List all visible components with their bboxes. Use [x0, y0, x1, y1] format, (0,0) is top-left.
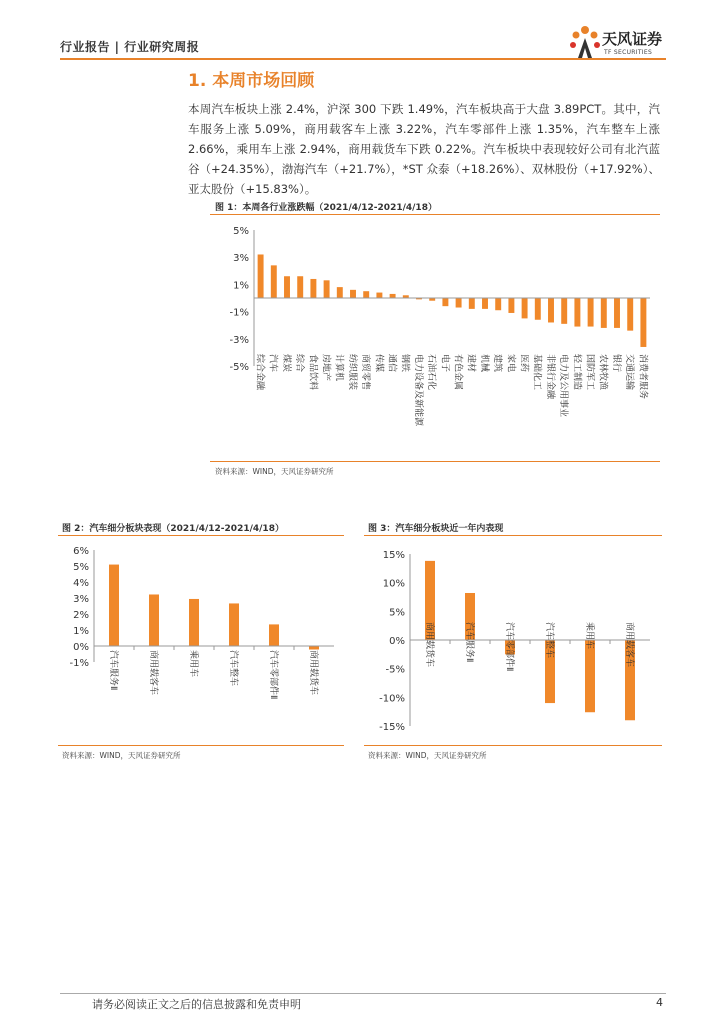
y-tick-label: -3% — [229, 334, 249, 346]
category-label: 汽车零部件Ⅱ — [503, 622, 514, 672]
fig2-chart — [58, 538, 346, 742]
category-label: 汽车服务Ⅱ — [107, 650, 118, 691]
fig3-source: 资料来源：WIND，天风证券研究所 — [368, 751, 487, 760]
bar — [601, 298, 607, 328]
category-label: 综合金融 — [254, 354, 265, 391]
y-tick-label: -5% — [229, 362, 249, 373]
fig1-title: 图 1：本周各行业涨跌幅（2021/4/12-2021/4/18） — [215, 203, 437, 213]
bar — [269, 624, 279, 646]
category-label: 电力及公用事业 — [558, 354, 569, 418]
bar — [561, 298, 567, 324]
category-label: 有色金属 — [452, 354, 463, 391]
category-label: 乘用车 — [187, 650, 198, 678]
section-title: 1. 本周市场回顾 — [188, 71, 315, 91]
bar — [456, 298, 462, 308]
category-label: 基础化工 — [531, 354, 542, 391]
y-tick-label: -1% — [229, 307, 249, 319]
y-tick-label: 10% — [382, 578, 405, 590]
category-label: 医药 — [518, 354, 529, 373]
bar — [337, 287, 343, 298]
category-label: 机械 — [478, 354, 489, 373]
category-label: 乘用车 — [583, 622, 594, 650]
category-label: 商用载货车 — [307, 650, 318, 696]
category-label: 商用载货车 — [423, 622, 434, 668]
fig1-chart — [210, 216, 662, 460]
y-tick-label: 3% — [233, 253, 249, 265]
bar — [627, 298, 633, 331]
y-tick-label: 15% — [382, 550, 405, 561]
y-tick-label: 5% — [233, 226, 249, 237]
logo-english-name: TF SECURITIES — [604, 49, 653, 56]
category-label: 电力设备及新能源 — [412, 354, 423, 427]
category-label: 消费者服务 — [637, 354, 648, 400]
category-label: 轻工制造 — [571, 354, 582, 391]
bar — [363, 291, 369, 298]
category-label: 汽车服务Ⅱ — [463, 622, 474, 663]
fig1-bottom-rule — [210, 461, 660, 462]
bar — [109, 565, 119, 646]
category-label: 通信 — [386, 354, 397, 373]
y-tick-label: 1% — [233, 280, 249, 292]
category-label: 建材 — [465, 354, 476, 373]
category-label: 综合 — [294, 354, 305, 373]
bar — [535, 298, 541, 320]
category-label: 非银行金融 — [544, 354, 555, 400]
bar — [149, 594, 159, 646]
category-label: 交通运输 — [624, 354, 635, 391]
category-label: 纺织服装 — [346, 354, 357, 391]
tf-logo-icon — [568, 24, 602, 60]
category-label: 食品饮料 — [307, 354, 318, 391]
bar — [284, 276, 290, 298]
fig3-title: 图 3：汽车细分板块近一年内表现 — [368, 524, 504, 534]
logo-name: 天风证券 — [602, 30, 663, 48]
bar — [574, 298, 580, 327]
bar — [390, 294, 396, 298]
category-label: 煤炭 — [280, 354, 291, 373]
category-label: 商用载客车 — [147, 650, 158, 696]
bar — [588, 298, 594, 327]
bar — [309, 646, 319, 650]
footer-divider — [60, 993, 666, 994]
fig2-top-rule — [58, 535, 344, 536]
bar — [614, 298, 620, 328]
fig3-bottom-rule — [364, 745, 662, 746]
y-tick-label: 1% — [73, 626, 89, 637]
category-label: 汽车零部件Ⅱ — [267, 650, 278, 700]
page-number: 4 — [656, 996, 663, 1009]
category-label: 国防军工 — [584, 354, 595, 391]
category-label: 石油石化 — [426, 354, 437, 391]
y-tick-label: -10% — [379, 693, 405, 705]
y-tick-label: 5% — [389, 607, 405, 619]
category-label: 汽车整车 — [227, 650, 238, 687]
bar — [271, 265, 277, 298]
category-label: 银行 — [610, 354, 621, 373]
report-header-title: 行业报告 | 行业研究周报 — [60, 40, 200, 54]
category-label: 商用载客车 — [623, 622, 634, 668]
bar — [508, 298, 514, 313]
category-label: 房地产 — [320, 354, 331, 382]
fig1-source: 资料来源：WIND，天风证券研究所 — [215, 467, 334, 476]
bar — [469, 298, 475, 309]
fig2-bottom-rule — [58, 745, 344, 746]
bar — [324, 280, 330, 298]
y-tick-label: 2% — [73, 610, 89, 621]
y-tick-label: 0% — [389, 636, 405, 647]
fig1-top-rule — [210, 214, 660, 215]
category-label: 传媒 — [373, 354, 384, 373]
bar — [229, 603, 239, 646]
fig3-top-rule — [364, 535, 662, 536]
y-tick-label: 5% — [73, 562, 89, 573]
bar — [310, 279, 316, 298]
category-label: 家电 — [505, 354, 516, 373]
category-label: 商贸零售 — [360, 354, 371, 391]
category-label: 钢铁 — [399, 354, 410, 373]
section-paragraph: 本周汽车板块上涨 2.4%，沪深 300 下跌 1.49%，汽车板块高于大盘 3.89PCT。其中，汽车服务上涨 5.09%，商用载客车上涨 3.22%，汽车零部件上涨 1.35%，汽车整车上涨 2.66%，乘用车上涨 2.94%，商用载货车下跌 0.22%。汽车板块中表现较好公司有北汽蓝谷（+24.35%），渤海汽车（+21.7%），*ST 众泰（+18.26%）、双林股份（+17.92%）、亚太股份（+15.83%）。 — [188, 102, 660, 196]
bar — [548, 298, 554, 322]
category-label: 建筑 — [492, 354, 503, 373]
bar — [585, 640, 595, 712]
category-label: 计算机 — [333, 354, 344, 382]
bar — [189, 599, 199, 646]
bar — [442, 298, 448, 306]
bar — [258, 254, 264, 298]
bar — [482, 298, 488, 309]
bar — [522, 298, 528, 318]
y-tick-label: -5% — [385, 664, 405, 676]
bar — [350, 290, 356, 298]
fig2-title: 图 2：汽车细分板块表现（2021/4/12-2021/4/18） — [62, 524, 284, 534]
bar — [297, 276, 303, 298]
bar — [376, 293, 382, 298]
footer-disclaimer: 请务必阅读正文之后的信息披露和免责申明 — [92, 998, 301, 1011]
category-label: 农林牧渔 — [597, 354, 608, 391]
y-tick-label: 4% — [73, 578, 89, 589]
bar — [495, 298, 501, 310]
category-label: 电子 — [439, 354, 450, 373]
y-tick-label: -1% — [69, 658, 89, 669]
y-tick-label: 3% — [73, 594, 89, 605]
y-tick-label: 0% — [73, 642, 89, 653]
y-tick-label: 6% — [73, 546, 89, 557]
bar — [640, 298, 646, 347]
fig2-source: 资料来源：WIND，天风证券研究所 — [62, 751, 181, 760]
category-label: 汽车整车 — [543, 622, 554, 659]
fig3-chart — [364, 538, 664, 742]
category-label: 汽车 — [267, 354, 278, 373]
y-tick-label: -15% — [379, 722, 405, 733]
